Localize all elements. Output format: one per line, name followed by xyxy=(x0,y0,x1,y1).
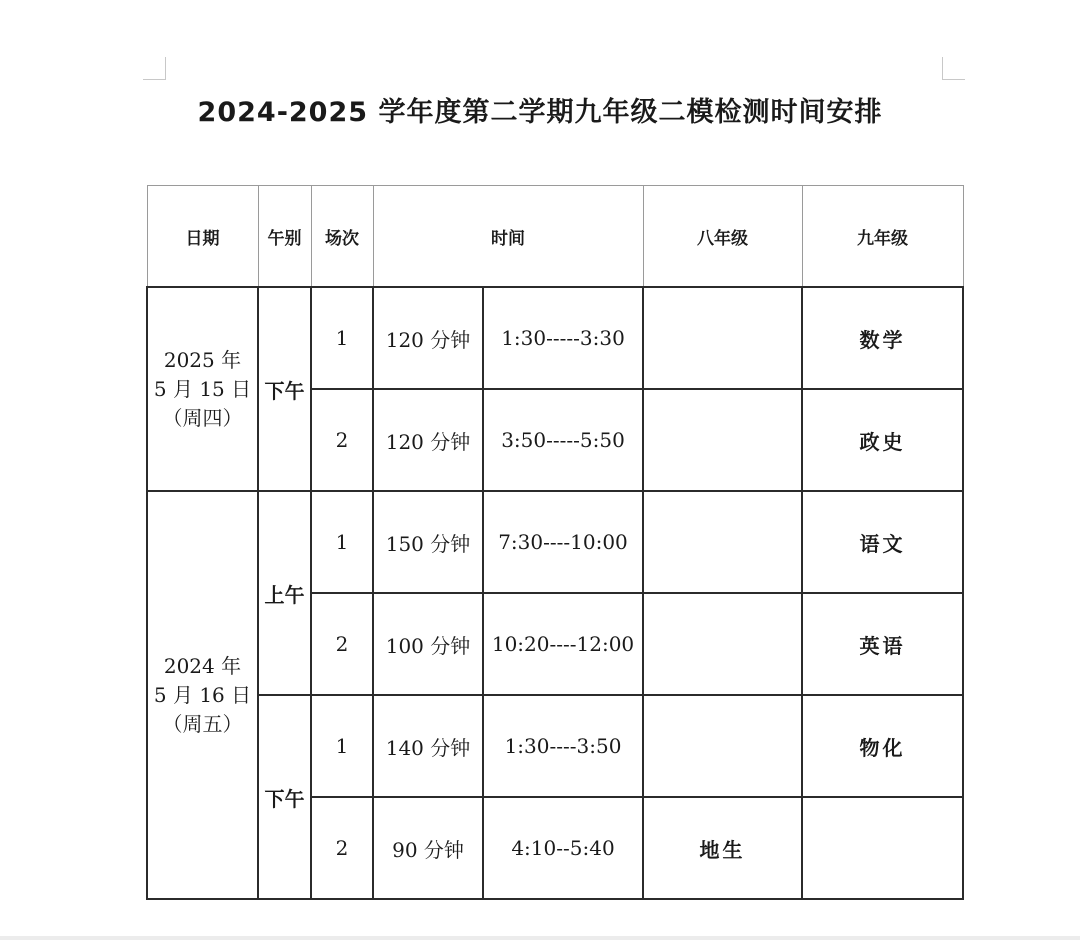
grade9-subject-cell: 政史 xyxy=(802,389,963,491)
table-row xyxy=(147,491,963,593)
date-cell xyxy=(147,491,258,899)
date-cell xyxy=(147,287,258,491)
session-cell: 2 xyxy=(311,797,373,899)
half-day-cell: 下午 xyxy=(258,287,311,491)
header-time: 时间 xyxy=(373,186,643,288)
time-range-cell: 1:30----3:50 xyxy=(483,695,643,797)
table-row xyxy=(147,287,963,389)
duration-cell: 120 分钟 xyxy=(373,287,483,389)
grade9-subject-cell: 数学 xyxy=(802,287,963,389)
time-range-cell: 10:20----12:00 xyxy=(483,593,643,695)
duration-cell: 150 分钟 xyxy=(373,491,483,593)
grade8-subject-cell xyxy=(643,287,802,389)
date-weekday: （周四） xyxy=(162,405,243,430)
exam-schedule-table xyxy=(146,185,964,900)
session-cell: 1 xyxy=(311,287,373,389)
time-range-cell: 4:10--5:40 xyxy=(483,797,643,899)
duration-cell: 90 分钟 xyxy=(373,797,483,899)
header-session: 场次 xyxy=(311,186,373,288)
session-cell: 2 xyxy=(311,593,373,695)
grade8-subject-cell: 地生 xyxy=(643,797,802,899)
time-range-cell: 7:30----10:00 xyxy=(483,491,643,593)
grade8-subject-cell xyxy=(643,695,802,797)
duration-cell: 120 分钟 xyxy=(373,389,483,491)
time-range-cell: 3:50-----5:50 xyxy=(483,389,643,491)
date-weekday: （周五） xyxy=(162,711,243,736)
session-cell: 2 xyxy=(311,389,373,491)
half-day-cell: 上午 xyxy=(258,491,311,695)
header-half-day: 午别 xyxy=(258,186,311,288)
header-grade9: 九年级 xyxy=(802,186,963,288)
header-date: 日期 xyxy=(147,186,258,288)
table-row xyxy=(147,695,963,797)
time-range-cell: 1:30-----3:30 xyxy=(483,287,643,389)
session-cell: 1 xyxy=(311,695,373,797)
document-title: 2024-2025 学年度第二学期九年级二模检测时间安排 xyxy=(197,97,883,128)
duration-cell: 100 分钟 xyxy=(373,593,483,695)
grade8-subject-cell xyxy=(643,389,802,491)
date-day: 5 月 15 日 xyxy=(153,376,252,401)
half-day-cell: 下午 xyxy=(258,695,311,899)
session-cell: 1 xyxy=(311,491,373,593)
grade9-subject-cell: 物化 xyxy=(802,695,963,797)
grade8-subject-cell xyxy=(643,491,802,593)
table-header-row xyxy=(147,186,963,288)
header-grade8: 八年级 xyxy=(643,186,802,288)
crop-mark-top-right xyxy=(942,57,965,80)
grade9-subject-cell: 语文 xyxy=(802,491,963,593)
grade8-subject-cell xyxy=(643,593,802,695)
date-year: 2025 年 xyxy=(163,347,242,372)
duration-cell: 140 分钟 xyxy=(373,695,483,797)
date-year: 2024 年 xyxy=(163,653,242,678)
page-bottom-edge xyxy=(0,936,1080,940)
grade9-subject-cell xyxy=(802,797,963,899)
date-day: 5 月 16 日 xyxy=(153,682,252,707)
grade9-subject-cell: 英语 xyxy=(802,593,963,695)
crop-mark-top-left xyxy=(143,57,166,80)
